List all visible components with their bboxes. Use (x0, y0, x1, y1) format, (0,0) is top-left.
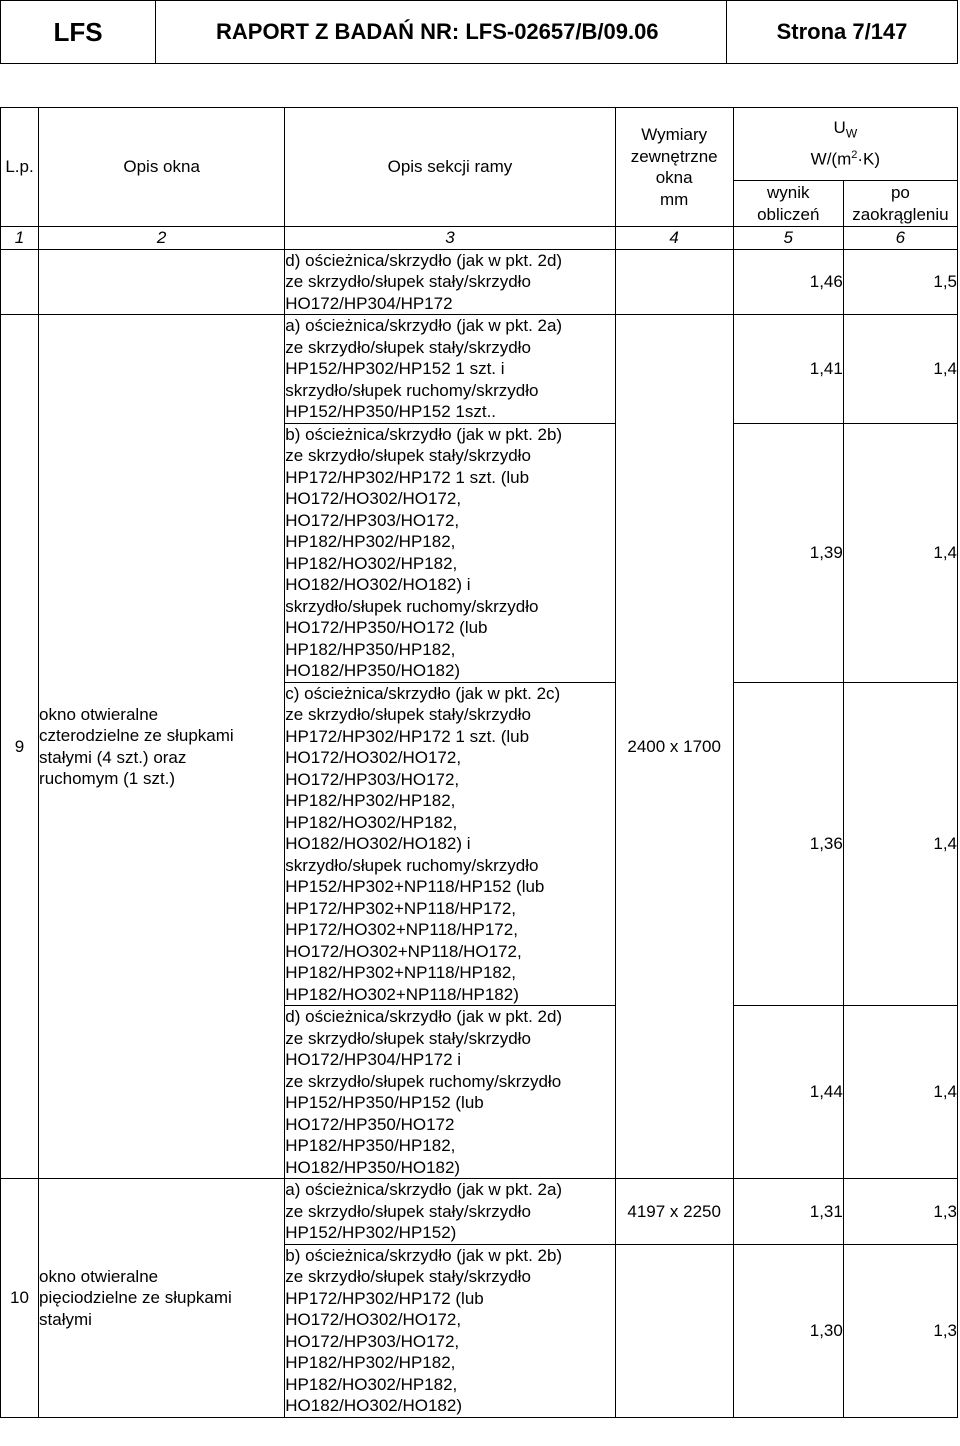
section-description-line: HO172/HP350/HO172 (lub (285, 618, 488, 637)
section-description (285, 249, 615, 315)
section-description-line: c) ościeżnica/skrzydło (jak w pkt. 2c) (285, 683, 561, 703)
section-description-line: HP152/HP302+NP118/HP152 (lub (285, 877, 545, 896)
dims-header-line: zewnętrzne (630, 146, 718, 166)
rounded-value: 1,5 (843, 249, 957, 315)
section-description (285, 423, 615, 682)
result-value: 1,36 (733, 682, 843, 1006)
section-description-line: HP182/HO302/HP182, (285, 553, 458, 573)
section-description-line: HO172/HO302+NP118/HO172, (285, 941, 522, 961)
window-dimensions: 2400 x 1700 (615, 315, 733, 1179)
rounded-value: 1,4 (843, 315, 957, 424)
uw-unit-b: ·K) (857, 150, 881, 170)
section-description-line: HP152/HP302/HP152) (285, 1223, 457, 1242)
section-description-line: HP182/HP350/HP182, (285, 1136, 456, 1155)
window-description-line: pięciodzielne ze słupkami (39, 1288, 232, 1307)
section-description-line: HP182/HP350/HP182, (285, 639, 456, 659)
col-header-section-desc: Opis sekcji ramy (285, 108, 615, 227)
section-description-line: HO182/HP350/HO182) (285, 661, 461, 680)
section-description-line: HP182/HP302/HP182, (285, 791, 456, 810)
result-header-line: obliczeń (757, 204, 820, 224)
dims-header-line: Wymiary (641, 125, 708, 144)
section-description-line: skrzydło/słupek ruchomy/skrzydło (285, 380, 539, 400)
section-description-line: skrzydło/słupek ruchomy/skrzydło (285, 855, 539, 875)
result-value: 1,41 (733, 315, 843, 424)
section-description-line: HO172/HO302/HO172, (285, 489, 462, 508)
window-description-line: stałymi (39, 1309, 92, 1329)
uw-subscript: W (845, 126, 858, 141)
results-table (0, 107, 958, 1418)
section-description-line: HO172/HP350/HO172 (285, 1114, 455, 1134)
section-description-line: ze skrzydło/słupek stały/skrzydło (285, 705, 531, 724)
result-value: 1,44 (733, 1006, 843, 1179)
item-number: 10 (1, 1179, 39, 1418)
window-description-line: okno otwieralne (39, 704, 159, 724)
section-description-line: HP182/HP302/HP182, (285, 1353, 456, 1372)
section-description-line: HO172/HP303/HO172, (285, 1331, 460, 1351)
column-number: 5 (733, 227, 843, 250)
section-description-line: HP172/HP302/HP172 1 szt. (lub (285, 726, 530, 746)
column-number: 1 (1, 227, 39, 250)
col-header-uw (733, 108, 957, 181)
section-description-line: HP172/HP302/HP172 1 szt. (lub (285, 467, 530, 487)
report-title: RAPORT Z BADAŃ NR: LFS-02657/B/09.06 (156, 1, 727, 64)
dimensions-cell-empty (615, 249, 733, 315)
column-number: 2 (39, 227, 285, 250)
section-description-line: ze skrzydło/słupek stały/skrzydło (285, 1201, 531, 1221)
section-description-line: d) ościeżnica/skrzydło (jak w pkt. 2d) (285, 250, 563, 270)
section-description-line: HO182/HO302/HO182) i (285, 575, 471, 594)
dims-header-line: okna (655, 168, 693, 187)
section-description-line: HO172/HO302/HO172, (285, 1310, 462, 1329)
uw-unit-a: W/(m (810, 150, 852, 170)
rounded-value: 1,4 (843, 682, 957, 1006)
col-header-dimensions (615, 108, 733, 227)
rounded-value: 1,3 (843, 1244, 957, 1417)
section-description-line: HP152/HP302/HP152 1 szt. i (285, 359, 505, 378)
col-header-rounded (843, 181, 957, 227)
item-number: 9 (1, 315, 39, 1179)
section-description (285, 1006, 615, 1179)
section-description-line: a) ościeżnica/skrzydło (jak w pkt. 2a) (285, 1180, 563, 1199)
section-description-line: b) ościeżnica/skrzydło (jak w pkt. 2b) (285, 424, 563, 444)
dims-header-line: mm (660, 189, 689, 209)
window-description-line: czterodzielne ze słupkami (39, 726, 234, 745)
section-description (285, 682, 615, 1006)
section-description-line: HP172/HO302+NP118/HP172, (285, 920, 518, 939)
section-description-line: HO172/HP303/HO172, (285, 769, 460, 789)
section-description (285, 315, 615, 424)
lfs-logo: LFS (1, 1, 156, 64)
table-row (1, 315, 958, 424)
window-description-line: okno otwieralne (39, 1266, 159, 1286)
section-description-line: HO182/HO302/HO182) (285, 1396, 462, 1415)
uw-symbol: U (833, 118, 846, 138)
section-description-line: HO172/HP304/HP172 (285, 293, 453, 313)
column-number-row (1, 227, 958, 250)
result-value: 1,46 (733, 249, 843, 315)
col-header-result (733, 181, 843, 227)
column-number: 4 (615, 227, 733, 250)
section-description-line: HP182/HO302+NP118/HP182) (285, 984, 519, 1004)
window-dimensions: 4197 x 2250 (615, 1179, 733, 1245)
section-description-line: HP172/HP302+NP118/HP172, (285, 898, 517, 918)
result-value: 1,39 (733, 423, 843, 682)
column-number: 3 (285, 227, 615, 250)
page-number: Strona 7/147 (727, 1, 958, 64)
section-description-line: HP182/HO302/HP182, (285, 812, 458, 832)
section-description (285, 1244, 615, 1417)
section-description-line: HO182/HP350/HO182) (285, 1157, 461, 1177)
rounded-value: 1,3 (843, 1179, 957, 1245)
rounded-value: 1,4 (843, 1006, 957, 1179)
table-row (1, 1179, 958, 1245)
section-description-line: ze skrzydło/słupek stały/skrzydło (285, 272, 531, 291)
section-description-line: HO172/HO302/HO172, (285, 748, 462, 767)
section-description-line: ze skrzydło/słupek stały/skrzydło (285, 1028, 531, 1048)
result-value: 1,30 (733, 1244, 843, 1417)
section-description-line: HO172/HP303/HO172, (285, 510, 460, 530)
section-description-line: b) ościeżnica/skrzydło (jak w pkt. 2b) (285, 1245, 563, 1265)
window-description-line: stałymi (4 szt.) oraz (39, 747, 187, 767)
table-row (1, 249, 958, 315)
report-header (0, 0, 958, 64)
window-description-line: ruchomym (1 szt.) (39, 769, 176, 788)
section-description-line: HP172/HP302/HP172 (lub (285, 1288, 484, 1308)
section-description-line: HP182/HO302/HP182, (285, 1374, 458, 1394)
col-header-lp: L.p. (1, 108, 39, 227)
rounded-header-line: po (890, 183, 910, 202)
section-description-line: HO172/HP304/HP172 i (285, 1050, 462, 1069)
section-description-line: HP182/HP302/HP182, (285, 532, 456, 551)
section-description-line: HO182/HO302/HO182) i (285, 834, 471, 853)
window-description (39, 315, 285, 1179)
lp-cell-empty (1, 249, 39, 315)
section-description-line: ze skrzydło/słupek stały/skrzydło (285, 337, 531, 357)
section-description-line: a) ościeżnica/skrzydło (jak w pkt. 2a) (285, 316, 563, 335)
section-description-line: ze skrzydło/słupek stały/skrzydło (285, 1267, 531, 1286)
rounded-header-line: zaokrągleniu (852, 204, 949, 224)
uw-unit-sup: 2 (851, 149, 858, 162)
section-description-line: skrzydło/słupek ruchomy/skrzydło (285, 596, 539, 616)
column-number: 6 (843, 227, 957, 250)
col-header-window-desc: Opis okna (39, 108, 285, 227)
rounded-value: 1,4 (843, 423, 957, 682)
section-description-line: ze skrzydło/słupek stały/skrzydło (285, 446, 531, 465)
section-description-line: d) ościeżnica/skrzydło (jak w pkt. 2d) (285, 1007, 563, 1026)
section-description-line: HP152/HP350/HP152 1szt.. (285, 402, 497, 421)
section-description-line: HP182/HP302+NP118/HP182, (285, 963, 517, 982)
section-description-line: ze skrzydło/słupek ruchomy/skrzydło (285, 1071, 562, 1091)
desc-cell-empty (39, 249, 285, 315)
result-header-line: wynik (767, 183, 810, 202)
window-description (39, 1179, 285, 1418)
section-description-line: HP152/HP350/HP152 (lub (285, 1093, 484, 1112)
result-value: 1,31 (733, 1179, 843, 1245)
dimensions-cell-empty (615, 1244, 733, 1417)
section-description (285, 1179, 615, 1245)
